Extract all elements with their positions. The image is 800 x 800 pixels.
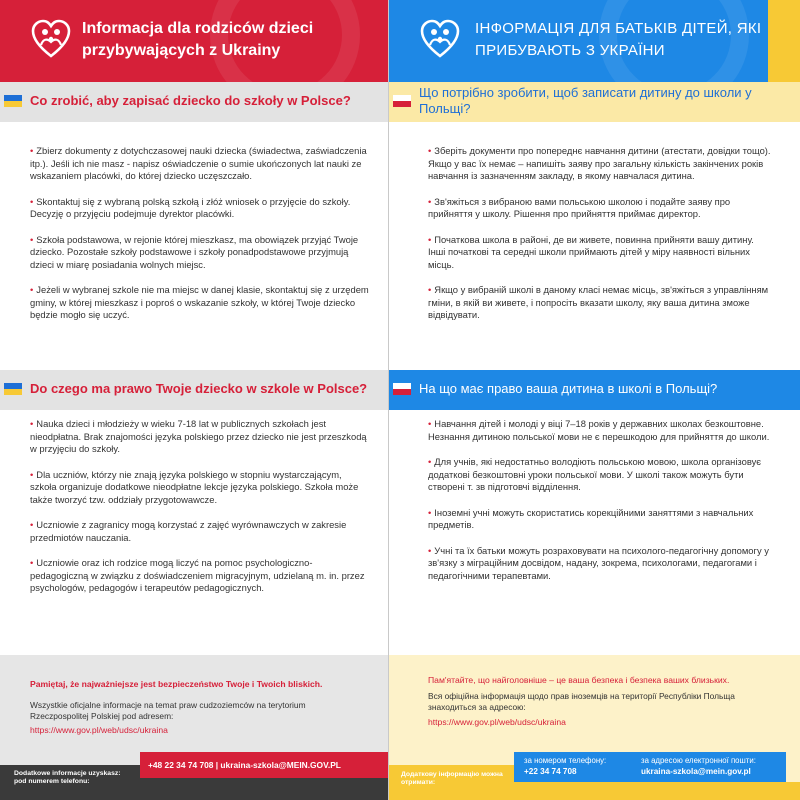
list-item: • Jeżeli w wybranej szkole nie ma miejsc w danej klasie, skontaktuj się z urzędem gminy, w której mieszkasz i poproś o wskazanie szkoły, w której Twoje dziecko będzie mogło się uczyć. [30, 284, 369, 320]
phone-label: за номером телефону: [524, 756, 607, 765]
email-address[interactable]: ukraina-szkola@mein.gov.pl [641, 767, 751, 776]
list-item: • Szkoła podstawowa, w rejonie której mieszkasz, ma obowiązek przyjąć Twoje dziecko. Pozostałe szkoły podstawowe i szkoły ponadpodstawowe przyjmują dzieci w miarę posiadania wolnych miejsc. [30, 233, 359, 270]
footer-info-ua: Вся офіційна інформація щодо прав іноземців на території Республіки Польща знаходиться за адресою: [428, 691, 735, 712]
contact-bottom-strip [514, 782, 800, 800]
section-title-pl-2: Do czego ma prawo Twoje dziecko w szkole w Polsce? [30, 381, 368, 396]
header-ukrainian [389, 0, 800, 82]
contact-label-ua: Додаткову інформацію можна отримати: [389, 765, 514, 800]
section-title-ua-1: Що потрібно зробити, щоб записати дитину до школи у Польщі? [419, 85, 752, 116]
contact-info-ua [514, 752, 786, 782]
list-ua-1 [428, 145, 773, 335]
header-polish [0, 0, 388, 82]
header-title-pl: Informacja dla rodziców dzieci przybywających z Ukrainy [82, 20, 314, 59]
footer-emphasis-pl: Pamiętaj, że najważniejsze jest bezpieczeństwo Twoje i Twoich bliskich. [30, 679, 323, 689]
contact-bottom-strip [140, 778, 388, 800]
list-item: • Uczniowie oraz ich rodzice mogą liczyć na pomoc psychologiczno-pedagogiczną w związku z doświadczeniem migracyjnym, udzielaną m. in. przez psychologów, pedagogów i terapeutów pedagogicznych. [30, 557, 365, 593]
contact-label-pl: Dodatkowe informacje uzyskasz: pod numerem telefonu: [0, 765, 140, 800]
list-ua-2 [428, 418, 773, 595]
family-heart-icon [30, 18, 72, 60]
list-item: • Для учнів, які недостатньо володіють польською мовою, школа організовує додаткові безкоштовні уроки польської мови. У школі також можуть бути створені т. зв підготовчі відділення. [428, 456, 762, 492]
list-item: • Якщо у вибраній школі в даному класі немає місць, зв'яжіться з управлінням гміни, в якій ви живете, і попросіть вказати школу, яку ваша дитина зможе відвідувати. [428, 284, 769, 320]
email-label: за адресою електронної пошти: [641, 756, 756, 765]
section-title-ua-2: На що має право ваша дитина в школі в Польщі? [419, 381, 718, 396]
footer-link-ua[interactable]: https://www.gov.pl/web/udsc/ukraina [428, 717, 566, 727]
list-item: • Nauka dzieci i młodzieży w wieku 7-18 lat w publicznych szkołach jest nieodpłatna. Brak znajomości języka polskiego przez dziecko nie jest przeszkodą w przyjęciu do szkoły. [30, 418, 367, 454]
ukraine-flag-icon [4, 95, 22, 107]
list-item: • Dla uczniów, którzy nie znają języka polskiego w stopniu wystarczającym, szkoła organizuje dodatkowe nieodpłatne lekcje języka polskiego. Szkoła może także tworzyć tzw. oddziały przygotowawcze. [30, 468, 359, 505]
list-item: • Зберіть документи про попереднє навчання дитини (атестати, довідки тощо). Якщо у вас їх немає – напишіть заяву про загальну кількість закінчених років навчання із зазначенням закладу, в якому навчалася дитина. [428, 145, 771, 181]
section-bar-pl-2 [0, 370, 388, 410]
section-title-pl-1: Co zrobić, aby zapisać dziecko do szkoły w Polsce? [30, 93, 351, 108]
family-heart-icon [419, 18, 461, 60]
section-bar-pl-1 [0, 82, 388, 122]
list-item: • Uczniowie z zagranicy mogą korzystać z zajęć wyrównawczych w zakresie przedmiotów nauczania. [30, 519, 347, 543]
poland-flag-icon [393, 95, 411, 107]
list-item: • Початкова школа в районі, де ви живете, повинна прийняти вашу дитину. Інші початкові та середні школи приймають дітей у міру наявності вільних місць. [428, 233, 754, 270]
footer-link-pl[interactable]: https://www.gov.pl/web/udsc/ukraina [30, 725, 168, 735]
footer-emphasis-ua: Пам'ятайте, що найголовніше – це ваша безпека і безпека ваших близьких. [428, 675, 730, 685]
header-title-ua: ІНФОРМАЦІЯ ДЛЯ БАТЬКІВ ДІТЕЙ, ЯКІ ПРИБУВАЮТЬ З УКРАЇНИ [475, 20, 762, 59]
list-item: • Учні та їх батьки можуть розраховувати на психолого-педагогічну допомогу у зв'язку з міграційним досвідом, надану, зокрема, психологами, педагогами і педагогічними терапевтами. [428, 544, 769, 581]
contact-info-pl[interactable]: +48 22 34 74 708 | ukraina-szkola@MEIN.GOV.PL [140, 752, 388, 778]
poland-flag-icon [393, 383, 411, 395]
list-pl-1 [30, 145, 370, 335]
list-item: • Зв'яжіться з вибраною вами польською школою і подайте заяву про прийняття у школу. Рішення про прийняття приймає директор. [428, 195, 731, 219]
list-item: • Іноземні учні можуть скористатись корекційними заняттями з навчальних предметів. [428, 506, 754, 530]
section-bar-ua-2 [389, 370, 800, 410]
footer-info-pl: Wszystkie oficjalne informacje na temat praw cudzoziemców na terytorium Rzeczpospolitej Polskiej pod adresem: [30, 700, 306, 721]
list-item: • Skontaktuj się z wybraną polską szkołą i złóż wniosek o przyjęcie do szkoły. Decyzję o przyjęciu podejmuje dyrektor placówki. [30, 195, 351, 219]
list-item: • Zbierz dokumenty z dotychczasowej nauki dziecka (świadectwa, zaświadczenia itp.). Jeśli ich nie masz - napisz oświadczenie o sumie ukończonych lat nauki ze wskazaniem placówki, do której dziecko uczęszczało. [30, 145, 367, 181]
section-bar-ua-1 [389, 82, 800, 122]
ukraine-flag-icon [4, 383, 22, 395]
list-item: • Навчання дітей і молоді у віці 7–18 років у державних школах безкоштовне. Незнання дитиною польської мови не є перешкодою для прийняття до школи. [428, 418, 770, 442]
list-pl-2 [30, 418, 370, 608]
phone-number[interactable]: +22 34 74 708 [524, 767, 577, 776]
